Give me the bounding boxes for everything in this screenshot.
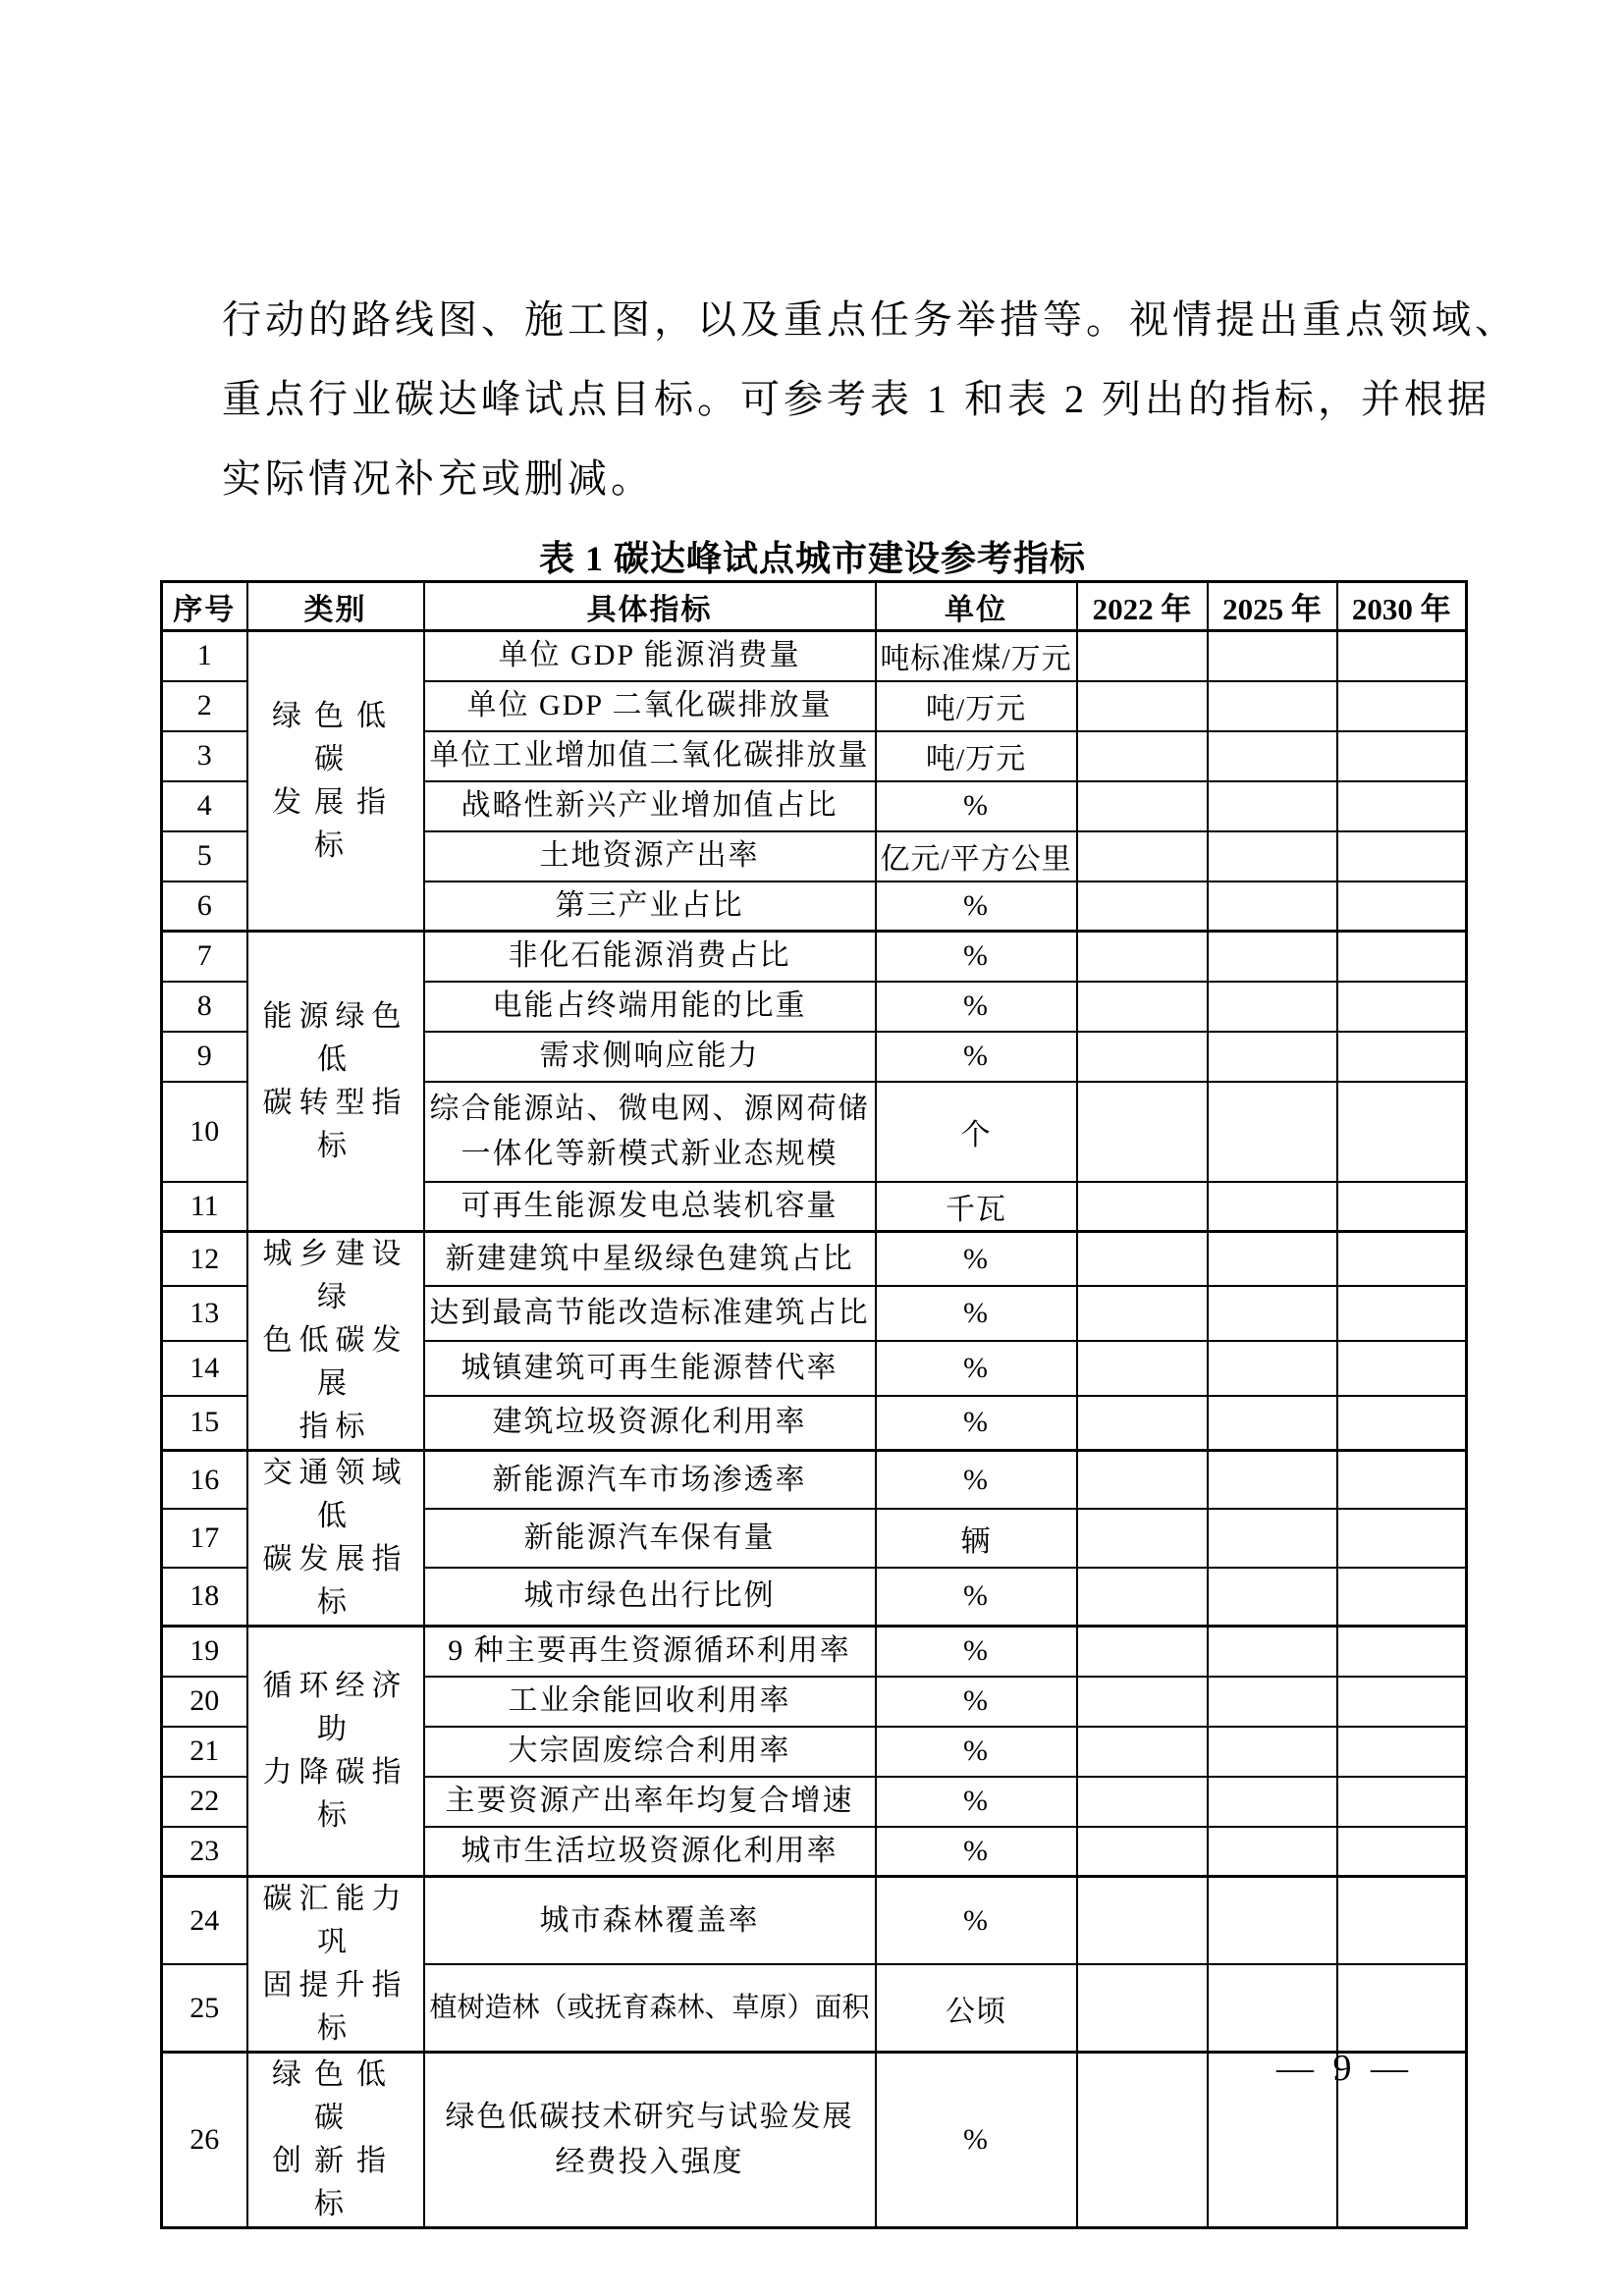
row-number-cell: 18 (162, 1568, 247, 1627)
row-number-cell: 7 (162, 932, 247, 982)
unit-cell: 亿元/平方公里 (876, 831, 1077, 881)
indicator-cell: 新建建筑中星级绿色建筑占比 (424, 1232, 876, 1287)
value-cell-2030 (1337, 932, 1467, 982)
category-cell: 城乡建设绿 色低碳发展 指标 (247, 1232, 424, 1451)
row-number-cell: 14 (162, 1341, 247, 1396)
table-header-row (162, 582, 1467, 631)
row-number-cell: 3 (162, 731, 247, 781)
category-cell: 能源绿色低 碳转型指标 (247, 932, 424, 1232)
value-cell-2025 (1208, 781, 1337, 831)
indicator-cell: 城市森林覆盖率 (424, 1877, 876, 1965)
value-cell-2030 (1337, 781, 1467, 831)
indicator-cell: 工业余能回收利用率 (424, 1677, 876, 1727)
unit-cell: 吨标准煤/万元 (876, 631, 1077, 681)
value-cell-2030 (1337, 1286, 1467, 1341)
value-cell-2022 (1077, 1827, 1208, 1877)
unit-cell: % (876, 881, 1077, 932)
value-cell-2022 (1077, 1286, 1208, 1341)
table-row (162, 1877, 1467, 1965)
col-header-unit: 单位 (876, 582, 1077, 631)
value-cell-2030 (1337, 881, 1467, 932)
col-header-category: 类别 (247, 582, 424, 631)
indicator-cell: 新能源汽车保有量 (424, 1509, 876, 1568)
category-cell: 碳汇能力巩 固提升指标 (247, 1877, 424, 2053)
col-header-2025: 2025 年 (1208, 582, 1337, 631)
row-number-cell: 22 (162, 1777, 247, 1827)
unit-cell: % (876, 1286, 1077, 1341)
unit-cell: % (876, 1727, 1077, 1777)
indicator-cell: 战略性新兴产业增加值占比 (424, 781, 876, 831)
indicator-cell: 第三产业占比 (424, 881, 876, 932)
indicator-cell: 非化石能源消费占比 (424, 932, 876, 982)
value-cell-2022 (1077, 731, 1208, 781)
unit-cell: % (876, 1777, 1077, 1827)
value-cell-2025 (1208, 1877, 1337, 1965)
indicator-cell: 综合能源站、微电网、源网荷储 一体化等新模式新业态规模 (424, 1082, 876, 1182)
value-cell-2030 (1337, 631, 1467, 681)
value-cell-2022 (1077, 1777, 1208, 1827)
value-cell-2022 (1077, 1877, 1208, 1965)
value-cell-2025 (1208, 932, 1337, 982)
value-cell-2025 (1208, 982, 1337, 1032)
value-cell-2025 (1208, 1182, 1337, 1232)
value-cell-2025 (1208, 1032, 1337, 1082)
value-cell-2030 (1337, 1509, 1467, 1568)
unit-cell: % (876, 2053, 1077, 2228)
unit-cell: % (876, 1451, 1077, 1510)
value-cell-2030 (1337, 1777, 1467, 1827)
value-cell-2025 (1208, 1964, 1337, 2053)
value-cell-2022 (1077, 1032, 1208, 1082)
value-cell-2030 (1337, 1568, 1467, 1627)
unit-cell: % (876, 1827, 1077, 1877)
unit-cell: % (876, 1341, 1077, 1396)
value-cell-2025 (1208, 1568, 1337, 1627)
row-number-cell: 8 (162, 982, 247, 1032)
value-cell-2030 (1337, 1232, 1467, 1287)
value-cell-2030 (1337, 1877, 1467, 1965)
paragraph-line: 重点行业碳达峰试点目标。可参考表 1 和表 2 列出的指标，并根据 (222, 377, 1490, 421)
value-cell-2022 (1077, 1341, 1208, 1396)
value-cell-2025 (1208, 1827, 1337, 1877)
category-cell: 绿色低碳 发展指标 (247, 631, 424, 932)
indicator-cell: 主要资源产出率年均复合增速 (424, 1777, 876, 1827)
indicator-cell: 植树造林（或抚育森林、草原）面积 (424, 1964, 876, 2053)
value-cell-2022 (1077, 831, 1208, 881)
unit-cell: % (876, 1627, 1077, 1677)
row-number-cell: 2 (162, 681, 247, 731)
table-row (162, 631, 1467, 681)
indicator-cell: 9 种主要再生资源循环利用率 (424, 1627, 876, 1677)
unit-cell: 吨/万元 (876, 731, 1077, 781)
row-number-cell: 9 (162, 1032, 247, 1082)
unit-cell: 吨/万元 (876, 681, 1077, 731)
table-row (162, 1627, 1467, 1677)
unit-cell: % (876, 1032, 1077, 1082)
row-number-cell: 26 (162, 2053, 247, 2228)
value-cell-2030 (1337, 982, 1467, 1032)
value-cell-2025 (1208, 1341, 1337, 1396)
value-cell-2025 (1208, 1082, 1337, 1182)
value-cell-2030 (1337, 1182, 1467, 1232)
unit-cell: % (876, 1877, 1077, 1965)
table-title: 表 1 碳达峰试点城市建设参考指标 (538, 539, 1086, 578)
col-header-2030: 2030 年 (1337, 582, 1467, 631)
page-number: — 9 — (1276, 2048, 1413, 2089)
unit-cell: 公顷 (876, 1964, 1077, 2053)
value-cell-2025 (1208, 1627, 1337, 1677)
indicator-table (160, 580, 1468, 2229)
indicator-cell: 需求侧响应能力 (424, 1032, 876, 1082)
indicator-cell: 城镇建筑可再生能源替代率 (424, 1341, 876, 1396)
value-cell-2022 (1077, 781, 1208, 831)
table-row (162, 1232, 1467, 1287)
value-cell-2022 (1077, 631, 1208, 681)
unit-cell: % (876, 932, 1077, 982)
row-number-cell: 21 (162, 1727, 247, 1777)
indicator-cell: 建筑垃圾资源化利用率 (424, 1396, 876, 1451)
category-cell: 循环经济助 力降碳指标 (247, 1627, 424, 1877)
value-cell-2022 (1077, 881, 1208, 932)
value-cell-2022 (1077, 982, 1208, 1032)
value-cell-2022 (1077, 1396, 1208, 1451)
value-cell-2025 (1208, 1509, 1337, 1568)
indicator-cell: 单位工业增加值二氧化碳排放量 (424, 731, 876, 781)
value-cell-2025 (1208, 731, 1337, 781)
indicator-cell: 单位 GDP 能源消费量 (424, 631, 876, 681)
value-cell-2025 (1208, 1286, 1337, 1341)
indicator-cell: 绿色低碳技术研究与试验发展 经费投入强度 (424, 2053, 876, 2228)
row-number-cell: 12 (162, 1232, 247, 1287)
unit-cell: 千瓦 (876, 1182, 1077, 1232)
unit-cell: % (876, 1677, 1077, 1727)
row-number-cell: 23 (162, 1827, 247, 1877)
row-number-cell: 16 (162, 1451, 247, 1510)
value-cell-2022 (1077, 1677, 1208, 1727)
unit-cell: % (876, 1232, 1077, 1287)
row-number-cell: 4 (162, 781, 247, 831)
table-row (162, 932, 1467, 982)
indicator-cell: 可再生能源发电总装机容量 (424, 1182, 876, 1232)
value-cell-2030 (1337, 731, 1467, 781)
unit-cell: % (876, 1396, 1077, 1451)
value-cell-2030 (1337, 1627, 1467, 1677)
value-cell-2022 (1077, 681, 1208, 731)
value-cell-2030 (1337, 1396, 1467, 1451)
indicator-cell: 新能源汽车市场渗透率 (424, 1451, 876, 1510)
paragraph-line: 行动的路线图、施工图，以及重点任务举措等。视情提出重点领域、 (222, 297, 1518, 342)
value-cell-2030 (1337, 1451, 1467, 1510)
value-cell-2030 (1337, 831, 1467, 881)
value-cell-2025 (1208, 1677, 1337, 1727)
value-cell-2022 (1077, 1182, 1208, 1232)
row-number-cell: 15 (162, 1396, 247, 1451)
indicator-cell: 单位 GDP 二氧化碳排放量 (424, 681, 876, 731)
value-cell-2025 (1208, 831, 1337, 881)
row-number-cell: 24 (162, 1877, 247, 1965)
indicator-cell: 城市生活垃圾资源化利用率 (424, 1827, 876, 1877)
row-number-cell: 25 (162, 1964, 247, 2053)
unit-cell: % (876, 1568, 1077, 1627)
row-number-cell: 20 (162, 1677, 247, 1727)
value-cell-2025 (1208, 1451, 1337, 1510)
value-cell-2022 (1077, 1568, 1208, 1627)
value-cell-2025 (1208, 681, 1337, 731)
row-number-cell: 19 (162, 1627, 247, 1677)
value-cell-2025 (1208, 1396, 1337, 1451)
value-cell-2030 (1337, 681, 1467, 731)
category-cell: 绿色低碳 创新指标 (247, 2053, 424, 2228)
indicator-cell: 土地资源产出率 (424, 831, 876, 881)
value-cell-2025 (1208, 881, 1337, 932)
col-header-no: 序号 (162, 582, 247, 631)
value-cell-2030 (1337, 1082, 1467, 1182)
value-cell-2030 (1337, 1964, 1467, 2053)
indicator-cell: 达到最高节能改造标准建筑占比 (424, 1286, 876, 1341)
value-cell-2030 (1337, 1341, 1467, 1396)
row-number-cell: 11 (162, 1182, 247, 1232)
value-cell-2022 (1077, 1509, 1208, 1568)
value-cell-2022 (1077, 1451, 1208, 1510)
table-row (162, 1451, 1467, 1510)
indicator-cell: 电能占终端用能的比重 (424, 982, 876, 1032)
col-header-indicator: 具体指标 (424, 582, 876, 631)
row-number-cell: 17 (162, 1509, 247, 1568)
value-cell-2022 (1077, 1082, 1208, 1182)
row-number-cell: 6 (162, 881, 247, 932)
value-cell-2030 (1337, 1827, 1467, 1877)
unit-cell: 个 (876, 1082, 1077, 1182)
value-cell-2022 (1077, 1232, 1208, 1287)
value-cell-2025 (1208, 1727, 1337, 1777)
row-number-cell: 5 (162, 831, 247, 881)
value-cell-2022 (1077, 1727, 1208, 1777)
row-number-cell: 10 (162, 1082, 247, 1182)
unit-cell: 辆 (876, 1509, 1077, 1568)
value-cell-2025 (1208, 631, 1337, 681)
paragraph-line: 实际情况补充或删减。 (222, 456, 654, 501)
value-cell-2030 (1337, 1032, 1467, 1082)
col-header-2022: 2022 年 (1077, 582, 1208, 631)
value-cell-2030 (1337, 1677, 1467, 1727)
value-cell-2025 (1208, 1232, 1337, 1287)
row-number-cell: 1 (162, 631, 247, 681)
row-number-cell: 13 (162, 1286, 247, 1341)
unit-cell: % (876, 982, 1077, 1032)
value-cell-2022 (1077, 2053, 1208, 2228)
value-cell-2030 (1337, 1727, 1467, 1777)
indicator-cell: 城市绿色出行比例 (424, 1568, 876, 1627)
body-paragraph (222, 280, 1518, 518)
value-cell-2025 (1208, 1777, 1337, 1827)
value-cell-2022 (1077, 1964, 1208, 2053)
table-row (162, 2053, 1467, 2228)
indicator-cell: 大宗固废综合利用率 (424, 1727, 876, 1777)
unit-cell: % (876, 781, 1077, 831)
category-cell: 交通领域低 碳发展指标 (247, 1451, 424, 1627)
value-cell-2022 (1077, 932, 1208, 982)
value-cell-2022 (1077, 1627, 1208, 1677)
